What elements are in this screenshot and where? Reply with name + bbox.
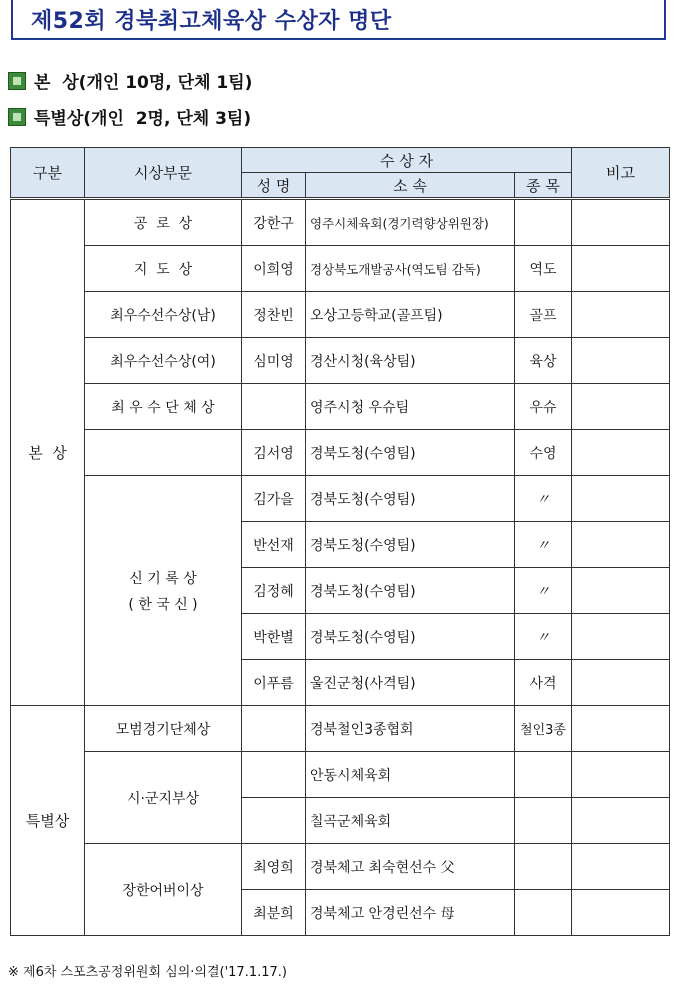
winner-sport: 〃 <box>515 476 572 522</box>
remarks-cell <box>572 568 670 614</box>
table-row <box>11 199 670 246</box>
winner-affiliation: 경북도청(수영팀) <box>306 430 515 476</box>
winner-name <box>242 752 306 798</box>
winner-affiliation: 경산시청(육상팀) <box>306 338 515 384</box>
header-sport: 종 목 <box>515 173 572 199</box>
award-best-team: 최 우 수 단 체 상 <box>85 384 242 430</box>
winner-sport: 육상 <box>515 338 572 384</box>
table-row <box>11 844 670 890</box>
table-row <box>11 476 670 522</box>
summary-main <box>8 68 252 93</box>
winner-name: 이푸름 <box>242 660 306 706</box>
table-row <box>11 430 670 476</box>
winner-name <box>242 706 306 752</box>
winner-sport: 우슈 <box>515 384 572 430</box>
summary-special <box>8 104 251 129</box>
award-parent: 장한어버이상 <box>85 844 242 936</box>
winner-affiliation: 울진군청(사격팀) <box>306 660 515 706</box>
header-award: 시상부문 <box>85 148 242 199</box>
header-winners: 수 상 자 <box>242 148 572 173</box>
page-title <box>11 0 666 40</box>
winner-sport: 〃 <box>515 522 572 568</box>
remarks-cell <box>572 752 670 798</box>
header-name: 성 명 <box>242 173 306 199</box>
category-special: 특별상 <box>11 706 85 936</box>
winner-affiliation: 칠곡군체육회 <box>306 798 515 844</box>
award-empty <box>85 430 242 476</box>
remarks-cell <box>572 476 670 522</box>
remarks-cell <box>572 706 670 752</box>
square-bullet-icon <box>8 108 26 126</box>
winner-sport <box>515 844 572 890</box>
award-best-male: 최우수선수상(남) <box>85 292 242 338</box>
winner-affiliation: 경북철인3종협회 <box>306 706 515 752</box>
winner-sport <box>515 890 572 936</box>
winner-sport <box>515 752 572 798</box>
summary-special-text: 특별상(개인 2명, 단체 3팀) <box>34 109 252 129</box>
remarks-cell <box>572 430 670 476</box>
footnote: ※ 제6차 스포츠공정위원회 심의·의결('17.1.17.) <box>8 965 287 980</box>
winner-affiliation: 영주시청 우슈팀 <box>306 384 515 430</box>
award-new-record-label: 신 기 록 상 <box>129 570 197 587</box>
winner-name: 정찬빈 <box>242 292 306 338</box>
winner-sport: 수영 <box>515 430 572 476</box>
table-row <box>11 338 670 384</box>
winner-affiliation: 경북도청(수영팀) <box>306 568 515 614</box>
award-best-female: 최우수선수상(여) <box>85 338 242 384</box>
winner-affiliation: 경상북도개발공사(역도팀 감독) <box>306 246 515 292</box>
winner-sport: 철인3종 <box>515 706 572 752</box>
winner-affiliation: 경북도청(수영팀) <box>306 614 515 660</box>
winner-affiliation: 경북도청(수영팀) <box>306 522 515 568</box>
remarks-cell <box>572 338 670 384</box>
winner-name: 김가을 <box>242 476 306 522</box>
winner-name <box>242 384 306 430</box>
header-affiliation: 소 속 <box>306 173 515 199</box>
table-row <box>11 246 670 292</box>
winner-affiliation: 오상고등학교(골프팀) <box>306 292 515 338</box>
award-coaching: 지 도 상 <box>85 246 242 292</box>
remarks-cell <box>572 614 670 660</box>
winner-name <box>242 798 306 844</box>
header-category: 구분 <box>11 148 85 199</box>
table-row <box>11 752 670 798</box>
table-row <box>11 292 670 338</box>
awards-table <box>10 147 670 936</box>
award-contribution: 공 로 상 <box>85 199 242 246</box>
winner-name: 강한구 <box>242 199 306 246</box>
square-bullet-icon <box>8 72 26 90</box>
winner-name: 김서영 <box>242 430 306 476</box>
winner-affiliation: 영주시체육회(경기력향상위원장) <box>306 199 515 246</box>
winner-name: 박한별 <box>242 614 306 660</box>
table-row <box>11 706 670 752</box>
remarks-cell <box>572 246 670 292</box>
remarks-cell <box>572 522 670 568</box>
winner-name: 심미영 <box>242 338 306 384</box>
award-city-county: 시·군지부상 <box>85 752 242 844</box>
winner-sport: 골프 <box>515 292 572 338</box>
winner-affiliation: 경북도청(수영팀) <box>306 476 515 522</box>
award-new-record-sub: ( 한 국 신 ) <box>128 596 198 613</box>
winner-name: 최영희 <box>242 844 306 890</box>
table-row <box>11 384 670 430</box>
winner-name: 김정혜 <box>242 568 306 614</box>
remarks-cell <box>572 844 670 890</box>
award-new-record <box>85 476 242 706</box>
winner-affiliation: 경북체고 안경린선수 母 <box>306 890 515 936</box>
winner-name: 이희영 <box>242 246 306 292</box>
remarks-cell <box>572 292 670 338</box>
award-model-team: 모범경기단체상 <box>85 706 242 752</box>
remarks-cell <box>572 384 670 430</box>
remarks-cell <box>572 890 670 936</box>
page-title-text: 제52회 경북최고체육상 수상자 명단 <box>31 8 392 34</box>
winner-name: 반선재 <box>242 522 306 568</box>
winner-affiliation: 안동시체육회 <box>306 752 515 798</box>
winner-sport: 역도 <box>515 246 572 292</box>
winner-sport: 〃 <box>515 568 572 614</box>
remarks-cell <box>572 660 670 706</box>
winner-sport <box>515 199 572 246</box>
header-remarks: 비고 <box>572 148 670 199</box>
winner-affiliation: 경북체고 최숙현선수 父 <box>306 844 515 890</box>
winner-name: 최분희 <box>242 890 306 936</box>
summary-main-text: 본 상(개인 10명, 단체 1팀) <box>34 73 253 93</box>
remarks-cell <box>572 798 670 844</box>
category-main: 본 상 <box>11 199 85 706</box>
winner-sport: 사격 <box>515 660 572 706</box>
winner-sport: 〃 <box>515 614 572 660</box>
winner-sport <box>515 798 572 844</box>
remarks-cell <box>572 199 670 246</box>
